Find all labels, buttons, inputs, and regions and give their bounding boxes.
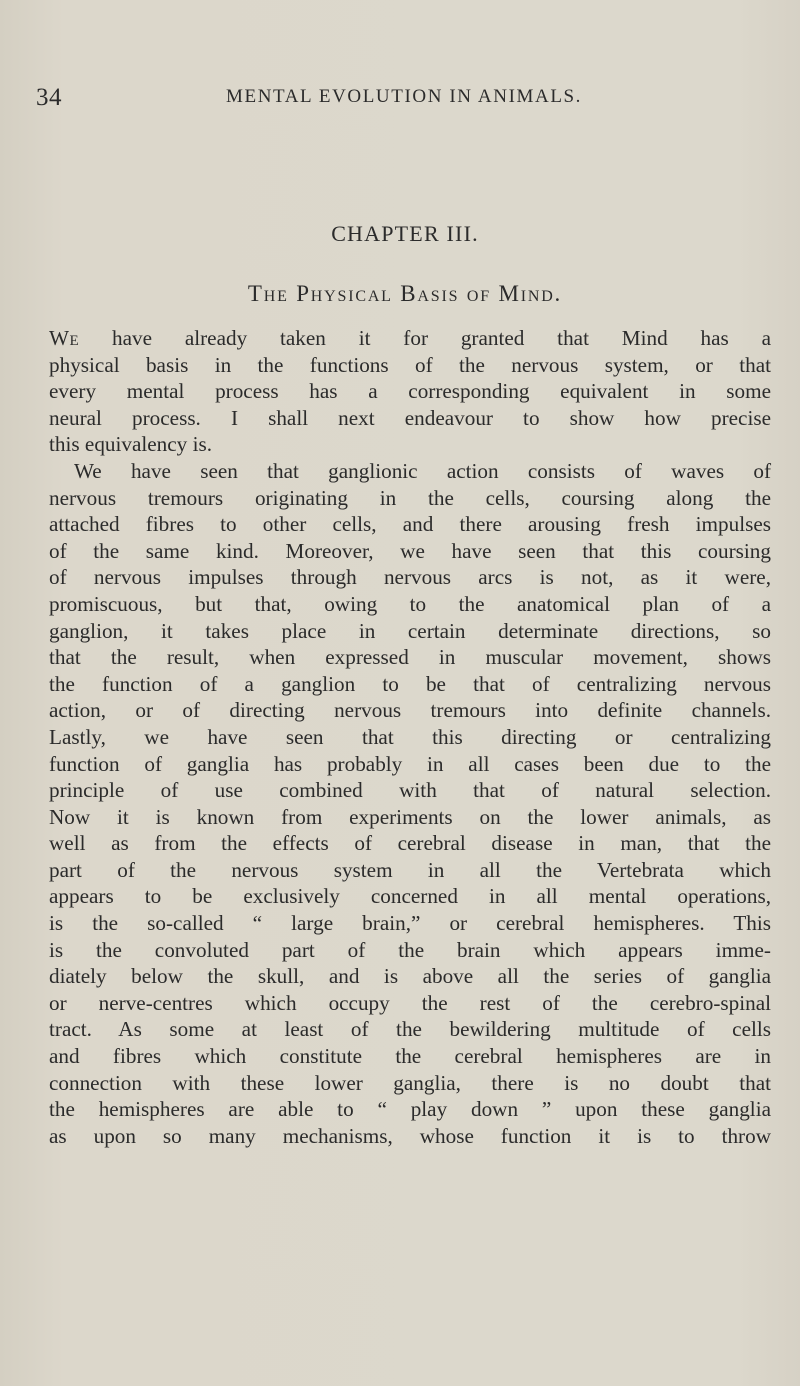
text-line: of nervous impulses through nervous arcs is not, as it were, <box>49 565 771 590</box>
text-line: Lastly, we have seen that this directing or centralizing <box>49 724 771 749</box>
text-line: as upon so many mechanisms, whose function it is to throw <box>49 1123 771 1148</box>
text-line: We have seen that ganglionic action consists of waves of <box>74 458 771 483</box>
text-line: of the same kind. Moreover, we have seen that this coursing <box>49 538 771 563</box>
lead-word: We <box>49 326 80 350</box>
chapter-subtitle: The Physical Basis of Mind. <box>247 281 563 306</box>
text-line: principle of use combined with that of natural selection. <box>49 778 771 803</box>
text-line: connection with these lower ganglia, there is no doubt that <box>49 1070 771 1095</box>
text-line: every mental process has a corresponding equivalent in some <box>49 379 771 404</box>
text-line: tract. As some at least of the bewildering multitude of cells <box>49 1017 771 1042</box>
text-line: this equivalency is. <box>49 432 212 457</box>
running-head <box>36 84 740 110</box>
text-line: the hemispheres are able to “ play down ” upon these ganglia <box>49 1097 771 1122</box>
text-line: physical basis in the functions of the nervous system, or that <box>49 352 771 377</box>
text-line: attached fibres to other cells, and there arousing fresh impulses <box>49 512 771 537</box>
text-line: Now it is known from experiments on the lower animals, as <box>49 804 771 829</box>
text-line: appears to be exclusively concerned in all mental operations, <box>49 884 771 909</box>
text-line: part of the nervous system in all the Vertebrata which <box>49 857 771 882</box>
text-line: the function of a ganglion to be that of centralizing nervous <box>49 671 771 696</box>
body-text <box>49 325 771 1149</box>
text-line: ganglion, it takes place in certain determinate directions, so <box>49 618 771 643</box>
text-line-content: have already taken it for granted that Mind has a <box>79 326 771 350</box>
text-line: well as from the effects of cerebral disease in man, that the <box>49 831 771 856</box>
chapter-heading: CHAPTER III. <box>331 221 479 246</box>
text-line: nervous tremours originating in the cells, coursing along the <box>49 485 771 510</box>
running-title: MENTAL EVOLUTION IN ANIMALS. <box>226 86 583 107</box>
text-line: is the so-called “ large brain,” or cerebral hemispheres. This <box>49 911 771 936</box>
text-line: diately below the skull, and is above all the series of ganglia <box>49 964 771 989</box>
text-line: is the convoluted part of the brain which appears imme- <box>49 937 771 962</box>
text-line: promiscuous, but that, owing to the anatomical plan of a <box>49 591 771 616</box>
text-line: or nerve-centres which occupy the rest of the cerebro-spinal <box>49 990 771 1015</box>
text-line <box>49 325 771 352</box>
page-number: 34 <box>36 84 62 111</box>
text-line: action, or of directing nervous tremours into definite channels. <box>49 698 771 723</box>
text-line: that the result, when expressed in muscular movement, shows <box>49 645 771 670</box>
text-line: function of ganglia has probably in all cases been due to the <box>49 751 771 776</box>
text-line: neural process. I shall next endeavour to show how precise <box>49 405 771 430</box>
text-line: and fibres which constitute the cerebral hemispheres are in <box>49 1044 771 1069</box>
